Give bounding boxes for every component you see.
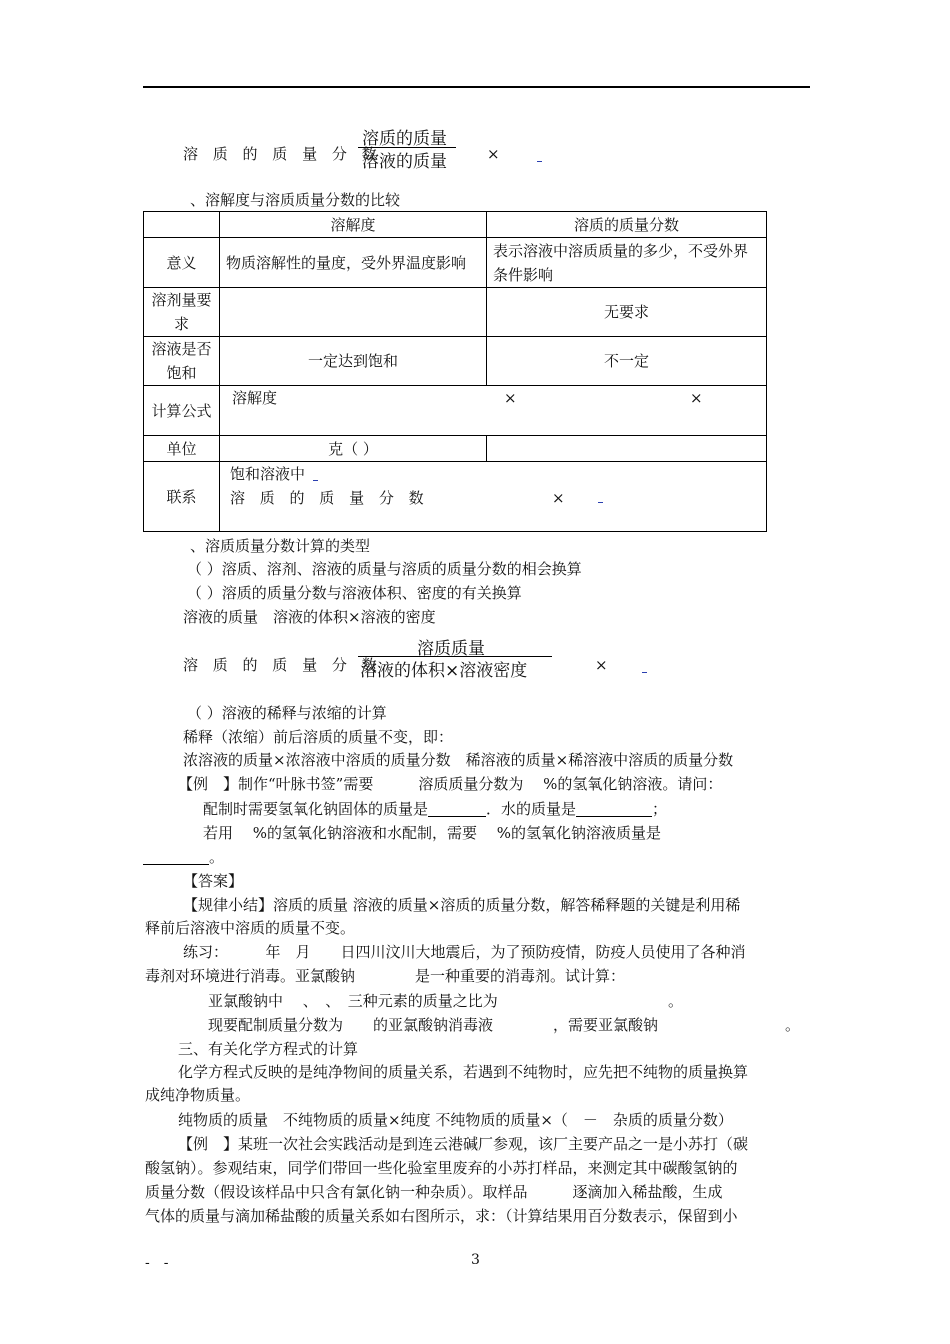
- formula2-times: ×: [595, 656, 608, 674]
- edit-mark: [598, 502, 603, 503]
- q1-part-a: 配制时需要氢氧化钠固体的质量是: [203, 800, 429, 818]
- formula2-numerator: 溶质质量: [417, 639, 485, 659]
- practice-question2-end: 。: [785, 1016, 801, 1034]
- relation-line2: 溶 质 的 质 量 分 数: [230, 489, 429, 507]
- summary-line2: 释前后溶液中溶质的质量不变。: [145, 919, 356, 937]
- col-header-solubility: 溶解度: [220, 212, 487, 238]
- formula-cell: [220, 386, 767, 436]
- row-label-meaning: 意义: [144, 238, 220, 288]
- formula2-denominator: 溶液的体积×溶液密度: [360, 661, 528, 681]
- saturated-fraction: 不一定: [487, 337, 767, 386]
- formula1-denominator: 溶液的质量: [362, 152, 447, 172]
- edit-mark: [537, 161, 542, 162]
- answer-blank: [576, 800, 652, 817]
- page-number: 3: [471, 1252, 480, 1268]
- example1-question2: 若用 %的氢氧化钠溶液和水配制，需要 %的氢氧化钠溶液质量是: [203, 824, 662, 842]
- relation-cell: [220, 462, 767, 532]
- practice-question1: 亚氯酸钠中 、 、 三种元素的质量之比为: [208, 992, 498, 1010]
- practice-question1-end: 。: [668, 992, 684, 1010]
- practice-line2: 毒剂对环境进行消毒。亚氯酸钠 是一种重要的消毒剂。试计算：: [145, 967, 626, 985]
- q1-part-c: ；: [652, 800, 668, 818]
- example1-prompt: 【例 】制作“叶脉书签”需要 溶质质量分数为 %的氢氧化钠溶液。请问：: [178, 775, 723, 793]
- solvent-fraction: 无要求: [487, 288, 767, 337]
- comparison-table: [143, 211, 767, 532]
- saturated-solubility: 一定达到饱和: [220, 337, 487, 386]
- example2-line3: 质量分数（假设该样品中只含有氯化钠一种杂质）。取样品 逐滴加入稀盐酸，生成: [145, 1183, 723, 1201]
- summary-line1: 【规律小结】溶质的质量 溶液的质量×溶质的质量分数，解答稀释题的关键是利用稀: [183, 896, 741, 914]
- row-label-formula: 计算公式: [144, 386, 220, 436]
- section3-formula: 纯物质的质量 不纯物质的质量×纯度 不纯物质的质量×（ － 杂质的质量分数）: [178, 1111, 733, 1129]
- formula-times-2: ×: [690, 389, 703, 407]
- row-label-unit: 单位: [144, 436, 220, 462]
- section3-p1-line2: 成纯净物质量。: [145, 1086, 251, 1104]
- unit-solubility: 克（ ）: [220, 436, 487, 462]
- unit-fraction: [487, 436, 767, 462]
- relation-times: ×: [552, 489, 565, 507]
- example1-question2-end: [143, 847, 224, 867]
- meaning-fraction: 表示溶液中溶质质量的多少，不受外界条件影响: [487, 238, 767, 288]
- calc-types-heading: 、溶质质量分数计算的类型: [190, 537, 371, 555]
- practice-line1: 练习： 年 月 日四川汶川大地震后，为了预防疫情，防疫人员使用了各种消: [183, 943, 746, 961]
- calc-type-2: （ ）溶质的质量分数与溶液体积、密度的有关换算: [187, 584, 522, 602]
- col-header-fraction: 溶质的质量分数: [487, 212, 767, 238]
- formula1-times: ×: [487, 145, 500, 163]
- answer-blank: [143, 848, 209, 865]
- edit-mark: [313, 480, 318, 481]
- table-corner: [144, 212, 220, 238]
- dilution-rule: 稀释（浓缩）前后溶质的质量不变，即：: [183, 728, 454, 746]
- relation-line1: 饱和溶液中: [230, 465, 306, 483]
- q2-end: 。: [209, 848, 225, 866]
- example1-answer: 【答案】: [183, 872, 244, 890]
- dilution-equation: 浓溶液的质量×浓溶液中溶质的质量分数 稀溶液的质量×稀溶液中溶质的质量分数: [183, 751, 734, 769]
- q1-part-b: ．水的质量是: [486, 800, 577, 818]
- header-rule: [143, 86, 810, 88]
- calc-type-3: （ ）溶液的稀释与浓缩的计算: [187, 704, 387, 722]
- answer-blank: [428, 800, 486, 817]
- example2-line1: 【例 】某班一次社会实践活动是到连云港碱厂参观，该厂主要产品之一是小苏打（碳: [178, 1135, 749, 1153]
- formula-solubility: 溶解度: [232, 389, 278, 407]
- formula2-lhs: 溶 质 的 质 量 分 数: [183, 656, 382, 674]
- solution-mass-line: 溶液的质量 溶液的体积×溶液的密度: [183, 608, 436, 626]
- row-label-solvent: 溶剂量要求: [144, 288, 220, 337]
- edit-mark: [642, 672, 647, 673]
- practice-question2: 现要配制质量分数为 的亚氯酸钠消毒液 ，需要亚氯酸钠: [208, 1016, 659, 1034]
- footer-dashes: - -: [145, 1255, 169, 1271]
- formula1-lhs: 溶 质 的 质 量 分 数: [183, 145, 382, 163]
- section3-p1-line1: 化学方程式反映的是纯净物间的质量关系，若遇到不纯物时，应先把不纯物的质量换算: [178, 1063, 749, 1081]
- section3-heading: 三、有关化学方程式的计算: [178, 1040, 359, 1058]
- example2-line2: 酸氢钠）。参观结束，同学们带回一些化验室里废弃的小苏打样品，来测定其中碳酸氢钠的: [145, 1159, 738, 1177]
- solvent-solubility: [220, 288, 487, 337]
- formula-times-1: ×: [504, 389, 517, 407]
- row-label-relation: 联系: [144, 462, 220, 532]
- comparison-heading: 、溶解度与溶质质量分数的比较: [190, 191, 401, 209]
- meaning-solubility: 物质溶解性的量度，受外界温度影响: [220, 238, 487, 288]
- example2-line4: 气体的质量与滴加稀盐酸的质量关系如右图所示，求：（计算结果用百分数表示，保留到小: [145, 1207, 738, 1225]
- row-label-saturated: 溶液是否饱和: [144, 337, 220, 386]
- example1-question1: [203, 799, 667, 819]
- formula1-numerator: 溶质的质量: [362, 129, 447, 149]
- calc-type-1: （ ）溶质、溶剂、溶液的质量与溶质的质量分数的相会换算: [187, 560, 582, 578]
